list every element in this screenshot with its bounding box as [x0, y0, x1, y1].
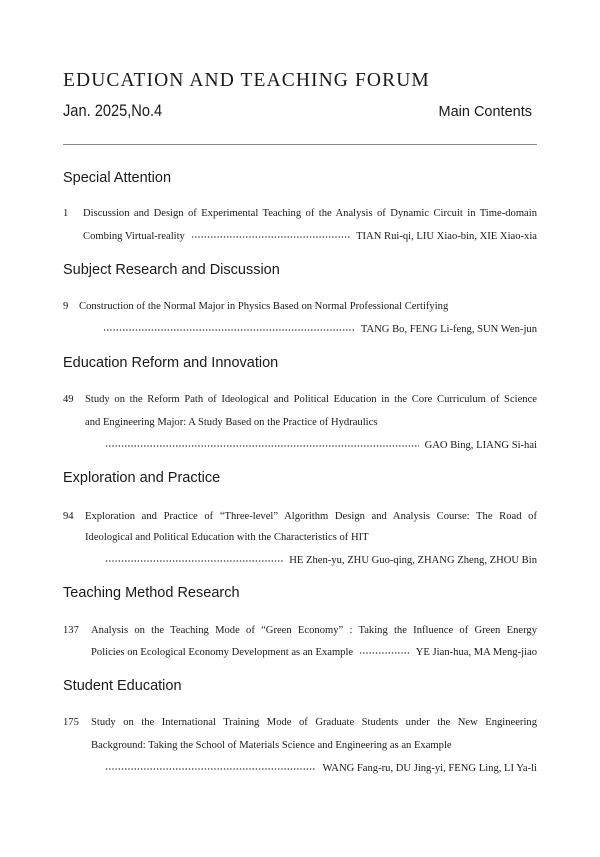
main-contents-heading: Main Contents: [438, 104, 532, 120]
entry-page-number: 49: [63, 394, 74, 405]
section-title-education-reform: Education Reform and Innovation: [63, 355, 279, 371]
entry-author-line[interactable]: [63, 552, 537, 570]
entry-title-text: Analysis on the Teaching Mode of “Green Economy” : Taking the Influence of Green Energy: [91, 625, 537, 636]
entry-title-continuation: Combing Virtual-reality: [83, 231, 185, 242]
entry-authors: YE Jian-hua, MA Meng-jiao: [415, 647, 537, 658]
entry-title-line-2: [63, 414, 537, 432]
entry-title-continuation: Ideological and Political Education with the Characteristics of HIT: [85, 532, 369, 543]
entry-title-line[interactable]: [63, 391, 537, 409]
entry-title-continuation: and Engineering Major: A Study Based on the Practice of Hydraulics: [85, 417, 378, 428]
entry-page-number: 175: [63, 717, 79, 728]
entry-title-continuation: Policies on Ecological Economy Development as an Example: [91, 647, 354, 658]
dot-leader: [103, 329, 355, 331]
entry-title-text: Discussion and Design of Experimental Teaching of the Analysis of Dynamic Circuit in Time-domain: [83, 208, 537, 219]
entry-author-line[interactable]: [63, 644, 537, 662]
dot-leader: [105, 560, 283, 562]
entry-title-continuation: Background: Taking the School of Materials Science and Engineering as an Example: [91, 740, 452, 751]
section-title-student-education: Student Education: [63, 678, 182, 694]
entry-author-line[interactable]: [63, 321, 537, 339]
entry-title-text: Study on the International Training Mode of Graduate Students under the New Engineering: [91, 717, 537, 728]
entry-authors: TANG Bo, FENG Li-feng, SUN Wen-jun: [360, 324, 537, 335]
entry-title-text: Exploration and Practice of “Three-level” Algorithm Design and Analysis Course: The Road of: [85, 511, 537, 522]
entry-title-text: Study on the Reform Path of Ideological and Political Education in the Core Curriculum of Science: [85, 394, 537, 405]
entry-title-line[interactable]: [63, 622, 537, 640]
entry-title-line-2: [63, 529, 537, 547]
section-title-teaching-method: Teaching Method Research: [63, 585, 240, 601]
section-title-exploration-practice: Exploration and Practice: [63, 470, 221, 486]
header-divider: [63, 144, 537, 145]
entry-authors: GAO Bing, LIANG Si-hai: [424, 440, 537, 451]
dot-leader: [191, 236, 350, 238]
section-title-subject-research: Subject Research and Discussion: [63, 262, 280, 278]
dot-leader: [105, 445, 419, 447]
entry-page-number: 137: [63, 625, 79, 636]
entry-authors: HE Zhen-yu, ZHU Guo-qing, ZHANG Zheng, ZHOU Bin: [289, 555, 537, 566]
entry-page-number: 1: [63, 208, 69, 219]
entry-title-line[interactable]: [63, 298, 537, 316]
section-title-special-attention: Special Attention: [63, 170, 172, 186]
entry-author-line[interactable]: [63, 760, 537, 778]
journal-title: EDUCATION AND TEACHING FORUM: [63, 70, 430, 91]
entry-authors: TIAN Rui-qi, LIU Xiao-bin, XIE Xiao-xia: [356, 231, 537, 242]
entry-title-line[interactable]: [63, 205, 537, 223]
entry-title-line-2: [63, 737, 537, 755]
entry-page-number: 94: [63, 511, 74, 522]
entry-title-line[interactable]: [63, 714, 537, 732]
dot-leader: [105, 768, 316, 770]
dot-leader: [359, 652, 410, 654]
entry-title-text: Construction of the Normal Major in Physics Based on Normal Professional Certifying: [79, 301, 449, 312]
issue-label: Jan. 2025,No.4: [63, 101, 163, 120]
entry-author-line[interactable]: [63, 228, 537, 246]
entry-author-line[interactable]: [63, 437, 537, 455]
entry-title-line[interactable]: [63, 508, 537, 526]
entry-authors: WANG Fang-ru, DU Jing-yi, FENG Ling, LI Ya-li: [322, 763, 537, 774]
entry-page-number: 9: [63, 301, 69, 312]
